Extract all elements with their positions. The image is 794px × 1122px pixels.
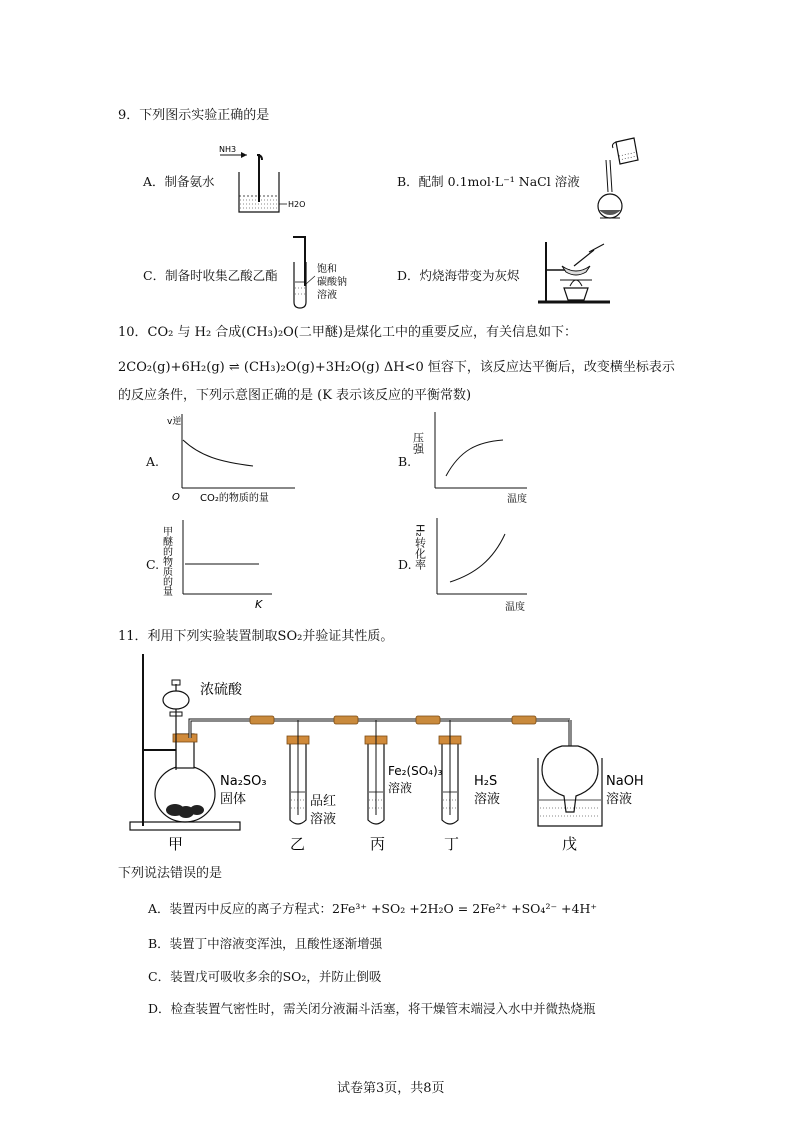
q9-stem: 9．下列图示实验正确的是 — [118, 108, 270, 123]
q10-graph-d-xlabel: 温度 — [505, 602, 525, 613]
q9-option-c: C．制备时收集乙酸乙酯 — [143, 268, 278, 283]
q10-graph-a-origin: O — [172, 492, 180, 503]
q9-fig-c-note-1: 饱和 — [317, 264, 337, 275]
q11-prompt: 下列说法错误的是 — [118, 866, 223, 881]
q11-solid-label-1: Na₂SO₃ — [220, 774, 267, 789]
q9-fig-c — [285, 232, 365, 310]
q9-fig-d — [534, 236, 614, 308]
q10-line-2: 2CO₂(g)+6H₂(g) ⇌ (CH₃)₂O(g)+3H₂O(g) ΔH<0 恒容下，该反应达平衡后，改变横坐标表示 — [118, 360, 675, 375]
q10-graph-d — [415, 514, 535, 614]
q10-graph-d-label: D. — [398, 557, 412, 572]
q11-stem: 11．利用下列实验装置制取SO₂并验证其性质。 — [118, 629, 394, 644]
q10-line-3: 的反应条件，下列示意图正确的是 (K 表示该反应的平衡常数) — [118, 388, 472, 403]
q11-option-d: D．检查装置气密性时，需关闭分液漏斗活塞，将干燥管末端浸入水中并微热烧瓶 — [148, 1001, 596, 1016]
q10-graph-a-ylabel: v逆 — [167, 417, 182, 427]
q11-solid-label-2: 固体 — [220, 792, 247, 807]
q10-line-1: 10．CO₂ 与 H₂ 合成(CH₃)₂O(二甲醚)是煤化工中的重要反应，有关信息如下： — [118, 325, 577, 340]
q10-graph-a-xlabel: CO₂的物质的量 — [200, 493, 269, 504]
q9-fig-c-note-3: 溶液 — [317, 290, 337, 301]
page-footer: 试卷第3页，共8页 — [337, 1081, 445, 1096]
q10-graph-d-ylabel: H₂转化率 — [413, 524, 427, 570]
q11-e-label-1: NaOH — [606, 774, 644, 789]
q9-fig-b — [590, 134, 645, 224]
q10-graph-a-label: A. — [146, 454, 160, 469]
q9-option-b: B．配制 0.1mol·L⁻¹ NaCl 溶液 — [397, 174, 580, 189]
q11-name-bing: 丙 — [370, 835, 386, 853]
q11-name-jia: 甲 — [168, 835, 184, 853]
q11-option-b: B．装置丁中溶液变浑浊，且酸性逐渐增强 — [148, 936, 383, 951]
q9-fig-a-liquid: H2O — [288, 200, 306, 209]
q10-graph-c-xlabel: K — [255, 598, 263, 611]
q11-c-label-2: 溶液 — [388, 781, 413, 795]
q9-fig-a-gas: NH3 — [219, 145, 237, 154]
q11-name-wu: 戊 — [562, 835, 578, 853]
q11-b-label-1: 品红 — [310, 794, 337, 809]
q10-graph-a — [165, 410, 310, 505]
q9-fig-a — [215, 140, 310, 220]
q11-e-label-2: 溶液 — [606, 792, 633, 807]
q9-fig-c-note-2: 碳酸钠 — [317, 277, 347, 288]
q11-acid-label: 浓硫酸 — [200, 682, 242, 698]
q11-name-ding: 丁 — [444, 835, 460, 853]
q10-graph-b-xlabel: 温度 — [507, 494, 527, 505]
q10-graph-b-label: B. — [398, 454, 412, 469]
q10-graph-c — [162, 516, 282, 612]
q10-graph-c-ylabel: 甲醚的物质的量 — [160, 526, 172, 596]
q11-c-label-1: Fe₂(SO₄)₃ — [388, 764, 443, 778]
q10-graph-c-label: C. — [146, 557, 160, 572]
q11-name-yi: 乙 — [290, 835, 306, 853]
q11-b-label-2: 溶液 — [310, 812, 337, 827]
q11-option-a: A．装置丙中反应的离子方程式：2Fe³⁺ +SO₂ +2H₂O = 2Fe²⁺ +SO₄²⁻ +4H⁺ — [148, 901, 597, 916]
q11-apparatus — [120, 650, 680, 852]
q10-graph-b-ylabel: 压强 — [411, 432, 425, 454]
q11-d-label-1: H₂S — [474, 774, 498, 789]
q9-option-d: D．灼烧海带变为灰烬 — [397, 268, 520, 283]
q11-d-label-2: 溶液 — [474, 792, 501, 807]
q10-graph-b — [411, 408, 535, 508]
q11-option-c: C．装置戊可吸收多余的SO₂，并防止倒吸 — [148, 969, 382, 984]
q9-option-a: A．制备氨水 — [143, 174, 215, 189]
